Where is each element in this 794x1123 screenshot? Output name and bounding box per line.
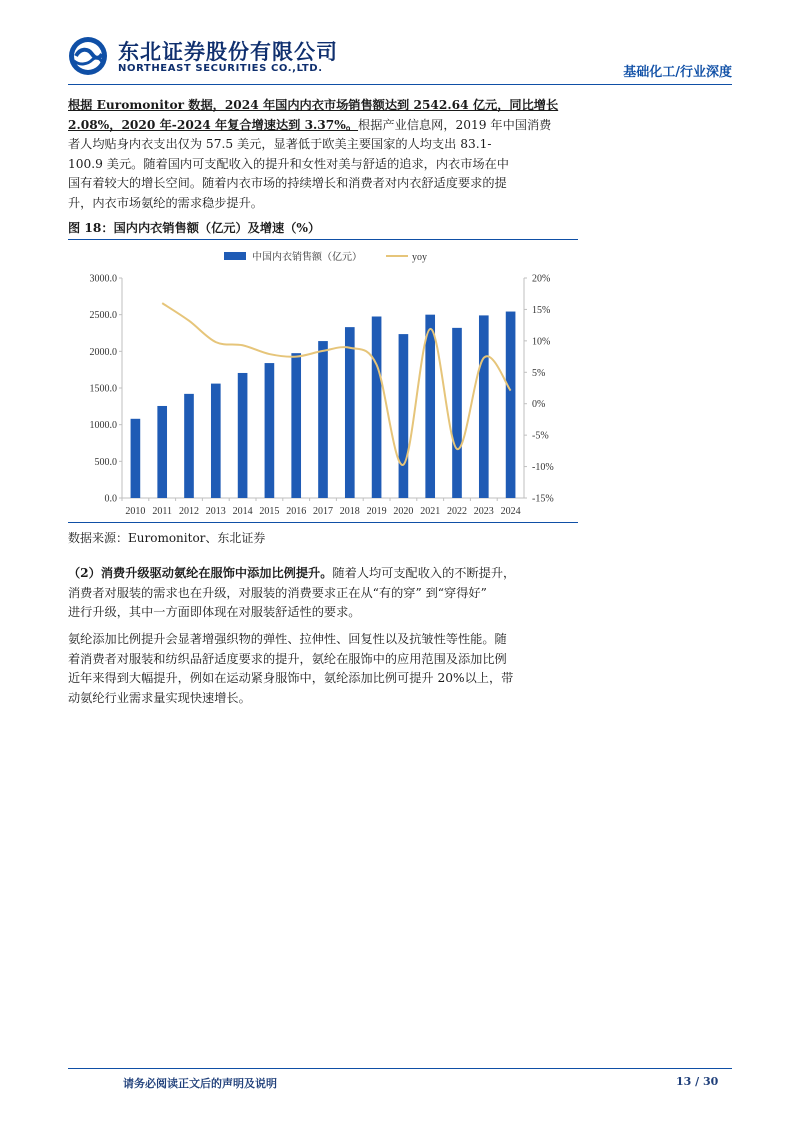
x-tick-label: 2018 [339, 506, 360, 517]
bar-2024 [506, 312, 516, 498]
x-tick-label: 2011 [152, 506, 173, 517]
bar-2015 [265, 363, 275, 498]
report-section: 基础化工/行业深度 [623, 65, 732, 80]
x-tick-label: 2017 [313, 506, 333, 517]
bar-2016 [291, 353, 301, 498]
y-right-tick-label: -5% [532, 430, 549, 442]
bar-2023 [479, 315, 489, 498]
y-right-tick-label: 5% [532, 367, 546, 379]
bar-2019 [372, 317, 382, 499]
bar-2012 [184, 394, 194, 498]
x-tick-label: 2019 [366, 506, 387, 517]
figure-title: 图 18：国内内衣销售额（亿元）及增速（%） [68, 219, 578, 240]
paragraph-text: 消费者对服装的需求也在升级，对服装的消费要求正在从“有的穿” 到“穿得好” [68, 585, 487, 600]
chart-container [68, 240, 580, 520]
company-logo-icon [68, 36, 108, 76]
figure-source: 数据来源：Euromonitor、东北证券 [68, 522, 578, 546]
y-left-tick-label: 1500.0 [89, 383, 117, 395]
page-number: 13 / 30 [676, 1075, 719, 1088]
paragraph-market-size [68, 96, 578, 213]
legend-line-label: yoy [412, 252, 427, 263]
y-right-tick-label: 10% [532, 336, 551, 348]
y-left-tick-label: 2500.0 [89, 310, 117, 322]
x-tick-label: 2016 [286, 506, 307, 517]
y-right-tick-label: -10% [532, 462, 554, 474]
paragraph-text: 升，内衣市场氨纶的需求稳步提升。 [68, 195, 263, 210]
paragraph-text: 动氨纶行业需求量实现快速增长。 [68, 690, 251, 705]
y-right-tick-label: 15% [532, 304, 551, 316]
bar-2021 [425, 315, 435, 498]
x-tick-label: 2014 [232, 506, 253, 517]
bar-2018 [345, 327, 355, 498]
page-header [68, 34, 732, 82]
x-tick-label: 2010 [125, 506, 146, 517]
bar-2014 [238, 373, 248, 498]
legend-bar-label: 中国内衣销售额（亿元） [252, 252, 362, 263]
sales-yoy-chart [68, 240, 580, 520]
paragraph-text: 随着人均可支配收入的不断提升， [332, 566, 516, 580]
x-tick-label: 2021 [420, 506, 441, 517]
company-name-en: NORTHEAST SECURITIES CO.,LTD. [118, 63, 323, 74]
paragraph-text: 者人均贴身内衣支出仅为 57.5 美元，显著低于欧美主要国家的人均支出 83.1- [68, 137, 492, 151]
y-left-tick-label: 500.0 [94, 456, 117, 468]
bar-2010 [131, 419, 141, 498]
paragraph-text: 近年来得到大幅提升，例如在运动紧身服饰中，氨纶添加比例可提升 20%以上，带 [68, 671, 514, 685]
bar-2013 [211, 384, 221, 498]
company-name-cn: 东北证券股份有限公司 [118, 40, 338, 64]
x-tick-label: 2023 [473, 506, 494, 517]
paragraph-text: 100.9 美元。随着国内可支配收入的提升和女性对美与舒适的追求，内衣市场在中 [68, 156, 509, 171]
x-tick-label: 2012 [179, 506, 199, 517]
header-divider [68, 84, 732, 85]
paragraph-text: 进行升级，其中一方面即体现在对服装舒适性的要求。 [68, 605, 361, 619]
x-tick-label: 2020 [393, 506, 414, 517]
paragraph-text: 国有着较大的增长空间。随着内衣市场的持续增长和消费者对内衣舒适度要求的提 [68, 176, 507, 190]
key-finding-line2: 2.08%，2020 年-2024 年复合增速达到 3.37%。 [68, 117, 359, 132]
paragraph-spandex-ratio [68, 630, 578, 708]
y-left-tick-label: 3000.0 [89, 273, 117, 285]
paragraph-text: 根据产业信息网，2019 年中国消费 [358, 117, 552, 132]
y-left-tick-label: 2000.0 [89, 346, 117, 358]
x-tick-label: 2015 [259, 506, 280, 517]
key-finding-line1: 根据 Euromonitor 数据，2024 年国内内衣市场销售额达到 2542.64 亿元，同比增长 [68, 98, 559, 112]
paragraph-text: 氨纶添加比例提升会显著增强织物的弹性、拉伸性、回复性以及抗皱性等性能。随 [68, 632, 507, 646]
bar-2011 [157, 406, 167, 498]
y-right-tick-label: -15% [532, 493, 554, 505]
footer-divider [68, 1068, 732, 1069]
bar-2017 [318, 341, 328, 498]
y-right-tick-label: 0% [532, 399, 546, 411]
bar-2022 [452, 328, 462, 498]
x-tick-label: 2024 [500, 506, 521, 517]
legend-bar-swatch [224, 252, 246, 260]
y-right-tick-label: 20% [532, 273, 551, 285]
paragraph-consumption-upgrade [68, 564, 578, 623]
paragraph-text: 着消费者对服装和纺织品舒适度要求的提升，氨纶在服饰中的应用范围及添加比例 [68, 651, 507, 666]
y-left-tick-label: 1000.0 [89, 420, 117, 432]
section-heading: （2）消费升级驱动氨纶在服饰中添加比例提升。 [68, 566, 333, 580]
footer-disclaimer: 请务必阅读正文后的声明及说明 [123, 1077, 277, 1090]
x-tick-label: 2022 [447, 506, 467, 517]
y-left-tick-label: 0.0 [104, 493, 117, 505]
x-tick-label: 2013 [205, 506, 226, 517]
bar-2020 [399, 334, 409, 498]
